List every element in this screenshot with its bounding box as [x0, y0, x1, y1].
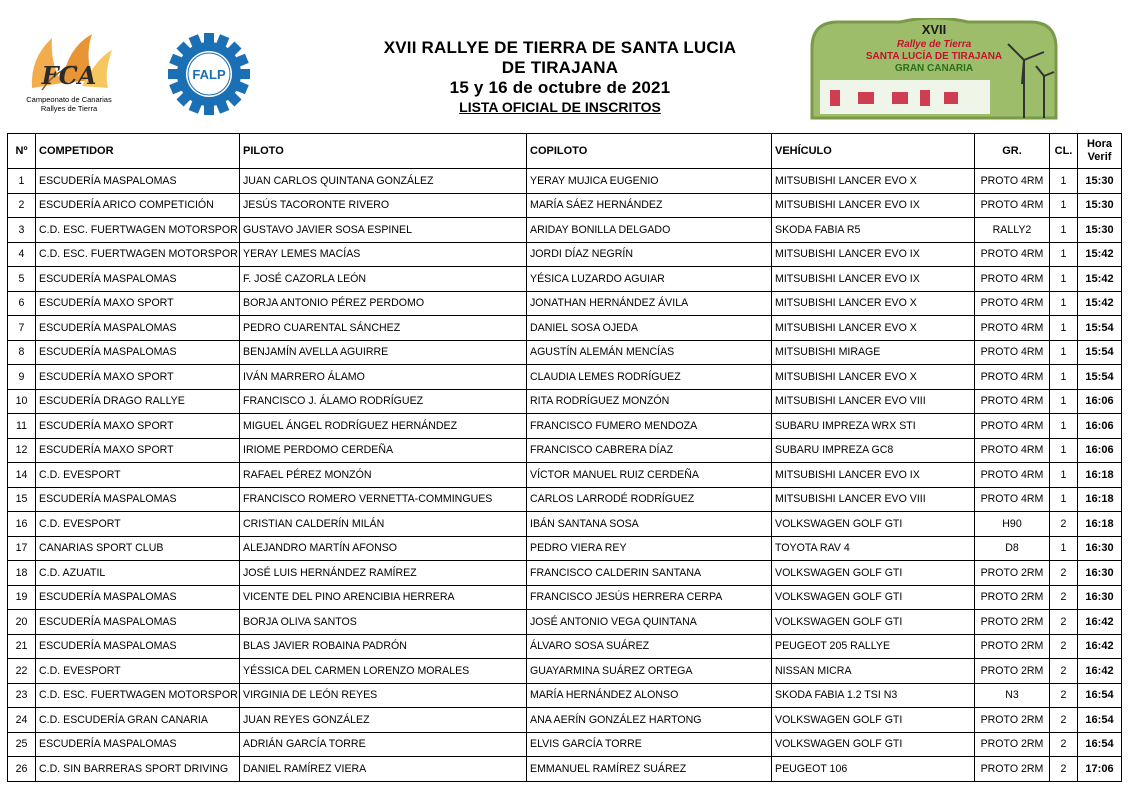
table-row — [8, 365, 1122, 390]
table-row — [8, 438, 1122, 463]
cell-hora: 15:42 — [1078, 242, 1122, 267]
cell-cl: 1 — [1050, 438, 1078, 463]
cell-hora: 16:18 — [1078, 463, 1122, 488]
cell-copiloto: VÍCTOR MANUEL RUIZ CERDEÑA — [527, 463, 772, 488]
cell-copiloto: CLAUDIA LEMES RODRÍGUEZ — [527, 365, 772, 390]
cell-piloto: CRISTIAN CALDERÍN MILÁN — [240, 512, 527, 537]
cell-cl: 1 — [1050, 414, 1078, 439]
table-row — [8, 463, 1122, 488]
cell-competidor: ESCUDERÍA MASPALOMAS — [36, 634, 240, 659]
cell-num: 14 — [8, 463, 36, 488]
document-title-block — [360, 38, 760, 117]
cell-cl: 2 — [1050, 561, 1078, 586]
cell-copiloto: DANIEL SOSA OJEDA — [527, 316, 772, 341]
table-row — [8, 659, 1122, 684]
table-row — [8, 267, 1122, 292]
cell-gr: PROTO 4RM — [975, 169, 1050, 194]
cell-copiloto: MARÍA HERNÁNDEZ ALONSO — [527, 683, 772, 708]
cell-copiloto: YERAY MUJICA EUGENIO — [527, 169, 772, 194]
cell-copiloto: GUAYARMINA SUÁREZ ORTEGA — [527, 659, 772, 684]
cell-vehiculo: VOLKSWAGEN GOLF GTI — [772, 585, 975, 610]
cell-competidor: C.D. EVESPORT — [36, 659, 240, 684]
cell-num: 3 — [8, 218, 36, 243]
list-title: LISTA OFICIAL DE INSCRITOS — [459, 99, 661, 115]
cell-vehiculo: SUBARU IMPREZA GC8 — [772, 438, 975, 463]
cell-competidor: ESCUDERÍA DRAGO RALLYE — [36, 389, 240, 414]
table-row — [8, 291, 1122, 316]
header-piloto: PILOTO — [240, 134, 527, 169]
cell-vehiculo: TOYOTA RAV 4 — [772, 536, 975, 561]
cell-hora: 16:42 — [1078, 634, 1122, 659]
cell-num: 26 — [8, 757, 36, 782]
cell-piloto: BENJAMÍN AVELLA AGUIRRE — [240, 340, 527, 365]
cell-gr: PROTO 4RM — [975, 438, 1050, 463]
cell-vehiculo: SUBARU IMPREZA WRX STI — [772, 414, 975, 439]
cell-competidor: C.D. ESC. FUERTWAGEN MOTORSPOR — [36, 683, 240, 708]
cell-hora: 16:42 — [1078, 610, 1122, 635]
cell-copiloto: JOSÉ ANTONIO VEGA QUINTANA — [527, 610, 772, 635]
cell-gr: PROTO 4RM — [975, 389, 1050, 414]
table-row — [8, 169, 1122, 194]
cell-num: 25 — [8, 732, 36, 757]
cell-vehiculo: MITSUBISHI LANCER EVO X — [772, 169, 975, 194]
cell-vehiculo: MITSUBISHI LANCER EVO IX — [772, 267, 975, 292]
cell-competidor: ESCUDERÍA MASPALOMAS — [36, 340, 240, 365]
cell-vehiculo: MITSUBISHI MIRAGE — [772, 340, 975, 365]
cell-cl: 1 — [1050, 463, 1078, 488]
table-row — [8, 708, 1122, 733]
falp-logo — [163, 33, 255, 115]
cell-piloto: JESÚS TACORONTE RIVERO — [240, 193, 527, 218]
cell-cl: 2 — [1050, 512, 1078, 537]
cell-cl: 1 — [1050, 536, 1078, 561]
cell-vehiculo: MITSUBISHI LANCER EVO IX — [772, 463, 975, 488]
cell-cl: 1 — [1050, 487, 1078, 512]
cell-cl: 2 — [1050, 732, 1078, 757]
cell-vehiculo: MITSUBISHI LANCER EVO VIII — [772, 389, 975, 414]
cell-piloto: BLAS JAVIER ROBAINA PADRÓN — [240, 634, 527, 659]
cell-vehiculo: MITSUBISHI LANCER EVO IX — [772, 242, 975, 267]
cell-vehiculo: VOLKSWAGEN GOLF GTI — [772, 610, 975, 635]
cell-cl: 2 — [1050, 683, 1078, 708]
cell-copiloto: RITA RODRÍGUEZ MONZÓN — [527, 389, 772, 414]
svg-text:Rallye de Tierra: Rallye de Tierra — [896, 39, 972, 50]
cell-competidor: ESCUDERÍA ARICO COMPETICIÓN — [36, 193, 240, 218]
cell-piloto: VICENTE DEL PINO ARENCIBIA HERRERA — [240, 585, 527, 610]
fca-logo-caption — [22, 95, 116, 113]
cell-num: 9 — [8, 365, 36, 390]
cell-competidor: ESCUDERÍA MASPALOMAS — [36, 169, 240, 194]
cell-num: 10 — [8, 389, 36, 414]
cell-vehiculo: MITSUBISHI LANCER EVO X — [772, 316, 975, 341]
cell-hora: 16:54 — [1078, 683, 1122, 708]
cell-competidor: C.D. SIN BARRERAS SPORT DRIVING — [36, 757, 240, 782]
cell-num: 20 — [8, 610, 36, 635]
cell-num: 6 — [8, 291, 36, 316]
cell-gr: PROTO 4RM — [975, 463, 1050, 488]
cell-hora: 16:30 — [1078, 585, 1122, 610]
cell-copiloto: IBÁN SANTANA SOSA — [527, 512, 772, 537]
cell-piloto: BORJA OLIVA SANTOS — [240, 610, 527, 635]
cell-piloto: FRANCISCO ROMERO VERNETTA-COMMINGUES — [240, 487, 527, 512]
cell-copiloto: FRANCISCO CALDERIN SANTANA — [527, 561, 772, 586]
cell-competidor: ESCUDERÍA MAXO SPORT — [36, 365, 240, 390]
falp-gear-icon — [163, 33, 255, 115]
cell-piloto: VIRGINIA DE LEÓN REYES — [240, 683, 527, 708]
cell-hora: 16:18 — [1078, 487, 1122, 512]
title-line1: XVII RALLYE DE TIERRA DE SANTA LUCIA — [383, 38, 737, 57]
cell-gr: PROTO 2RM — [975, 561, 1050, 586]
table-row — [8, 561, 1122, 586]
cell-piloto: IVÁN MARRERO ÁLAMO — [240, 365, 527, 390]
cell-competidor: ESCUDERÍA MAXO SPORT — [36, 414, 240, 439]
header-hora-line1: Hora — [1086, 138, 1113, 150]
fca-logo — [22, 28, 116, 116]
cell-vehiculo: VOLKSWAGEN GOLF GTI — [772, 708, 975, 733]
cell-competidor: ESCUDERÍA MASPALOMAS — [36, 267, 240, 292]
cell-copiloto: ELVIS GARCÍA TORRE — [527, 732, 772, 757]
cell-competidor: ESCUDERÍA MASPALOMAS — [36, 732, 240, 757]
cell-cl: 1 — [1050, 242, 1078, 267]
header-num: Nº — [8, 134, 36, 169]
table-row — [8, 242, 1122, 267]
cell-cl: 2 — [1050, 585, 1078, 610]
table-row — [8, 536, 1122, 561]
cell-gr: PROTO 2RM — [975, 585, 1050, 610]
cell-num: 23 — [8, 683, 36, 708]
cell-vehiculo: NISSAN MICRA — [772, 659, 975, 684]
table-row — [8, 585, 1122, 610]
cell-cl: 2 — [1050, 708, 1078, 733]
entries-table — [7, 133, 1122, 782]
header-hora — [1078, 134, 1122, 169]
cell-vehiculo: MITSUBISHI LANCER EVO IX — [772, 193, 975, 218]
cell-gr: PROTO 2RM — [975, 659, 1050, 684]
svg-text:FALP: FALP — [192, 67, 226, 82]
cell-vehiculo: PEUGEOT 106 — [772, 757, 975, 782]
table-row — [8, 610, 1122, 635]
header-gr: GR. — [975, 134, 1050, 169]
cell-hora: 16:06 — [1078, 389, 1122, 414]
cell-piloto: YÉSSICA DEL CARMEN LORENZO MORALES — [240, 659, 527, 684]
cell-copiloto: CARLOS LARRODÉ RODRÍGUEZ — [527, 487, 772, 512]
table-row — [8, 683, 1122, 708]
cell-gr: H90 — [975, 512, 1050, 537]
rally-badge-icon — [808, 18, 1060, 122]
entries-body — [8, 169, 1122, 782]
svg-text:SANTA LUCÍA DE TIRAJANA: SANTA LUCÍA DE TIRAJANA — [865, 51, 1003, 62]
cell-gr: PROTO 2RM — [975, 732, 1050, 757]
svg-text:XVII: XVII — [921, 22, 947, 37]
table-row — [8, 487, 1122, 512]
cell-piloto: JUAN REYES GONZÁLEZ — [240, 708, 527, 733]
cell-vehiculo: VOLKSWAGEN GOLF GTI — [772, 732, 975, 757]
cell-cl: 2 — [1050, 634, 1078, 659]
cell-competidor: ESCUDERÍA MAXO SPORT — [36, 291, 240, 316]
cell-gr: PROTO 4RM — [975, 316, 1050, 341]
cell-hora: 16:30 — [1078, 536, 1122, 561]
cell-cl: 2 — [1050, 610, 1078, 635]
cell-num: 22 — [8, 659, 36, 684]
cell-cl: 1 — [1050, 365, 1078, 390]
rally-badge-logo — [808, 18, 1060, 122]
cell-piloto: BORJA ANTONIO PÉREZ PERDOMO — [240, 291, 527, 316]
cell-competidor: C.D. ESCUDERÍA GRAN CANARIA — [36, 708, 240, 733]
cell-copiloto: FRANCISCO JESÚS HERRERA CERPA — [527, 585, 772, 610]
cell-hora: 16:06 — [1078, 438, 1122, 463]
cell-hora: 16:54 — [1078, 732, 1122, 757]
cell-hora: 16:18 — [1078, 512, 1122, 537]
cell-cl: 2 — [1050, 659, 1078, 684]
cell-piloto: ALEJANDRO MARTÍN AFONSO — [240, 536, 527, 561]
cell-hora: 16:42 — [1078, 659, 1122, 684]
cell-vehiculo: SKODA FABIA 1.2 TSI N3 — [772, 683, 975, 708]
cell-vehiculo: MITSUBISHI LANCER EVO X — [772, 365, 975, 390]
cell-gr: PROTO 4RM — [975, 242, 1050, 267]
cell-piloto: IRIOME PERDOMO CERDEÑA — [240, 438, 527, 463]
cell-cl: 2 — [1050, 757, 1078, 782]
cell-gr: PROTO 4RM — [975, 267, 1050, 292]
table-row — [8, 389, 1122, 414]
cell-copiloto: FRANCISCO CABRERA DÍAZ — [527, 438, 772, 463]
cell-cl: 1 — [1050, 291, 1078, 316]
table-row — [8, 316, 1122, 341]
cell-piloto: ADRIÁN GARCÍA TORRE — [240, 732, 527, 757]
cell-hora: 16:30 — [1078, 561, 1122, 586]
cell-cl: 1 — [1050, 340, 1078, 365]
cell-gr: PROTO 2RM — [975, 610, 1050, 635]
cell-num: 12 — [8, 438, 36, 463]
table-row — [8, 634, 1122, 659]
event-dates: 15 y 16 de octubre de 2021 — [449, 78, 671, 97]
header-vehiculo: VEHÍCULO — [772, 134, 975, 169]
cell-vehiculo: MITSUBISHI LANCER EVO X — [772, 291, 975, 316]
cell-num: 24 — [8, 708, 36, 733]
cell-cl: 1 — [1050, 218, 1078, 243]
cell-hora: 15:30 — [1078, 169, 1122, 194]
cell-gr: PROTO 2RM — [975, 708, 1050, 733]
cell-gr: PROTO 4RM — [975, 340, 1050, 365]
cell-gr: PROTO 2RM — [975, 757, 1050, 782]
cell-copiloto: ANA AERÍN GONZÁLEZ HARTONG — [527, 708, 772, 733]
svg-text:FCA: FCA — [41, 61, 97, 90]
document-header — [0, 0, 1130, 133]
cell-gr: PROTO 4RM — [975, 487, 1050, 512]
svg-text:GRAN CANARIA: GRAN CANARIA — [894, 63, 974, 74]
cell-gr: D8 — [975, 536, 1050, 561]
cell-num: 2 — [8, 193, 36, 218]
cell-cl: 1 — [1050, 267, 1078, 292]
cell-competidor: C.D. EVESPORT — [36, 463, 240, 488]
cell-competidor: ESCUDERÍA MASPALOMAS — [36, 316, 240, 341]
cell-num: 5 — [8, 267, 36, 292]
cell-num: 18 — [8, 561, 36, 586]
cell-hora: 15:54 — [1078, 340, 1122, 365]
cell-competidor: ESCUDERÍA MASPALOMAS — [36, 487, 240, 512]
cell-num: 15 — [8, 487, 36, 512]
cell-hora: 16:54 — [1078, 708, 1122, 733]
cell-vehiculo: MITSUBISHI LANCER EVO VIII — [772, 487, 975, 512]
table-row — [8, 512, 1122, 537]
cell-num: 17 — [8, 536, 36, 561]
cell-copiloto: JONATHAN HERNÁNDEZ ÁVILA — [527, 291, 772, 316]
cell-gr: PROTO 2RM — [975, 634, 1050, 659]
cell-copiloto: MARÍA SÁEZ HERNÁNDEZ — [527, 193, 772, 218]
table-row — [8, 193, 1122, 218]
cell-piloto: F. JOSÉ CAZORLA LEÓN — [240, 267, 527, 292]
title-line2: DE TIRAJANA — [501, 58, 619, 77]
cell-competidor: C.D. AZUATIL — [36, 561, 240, 586]
table-row — [8, 757, 1122, 782]
cell-vehiculo: VOLKSWAGEN GOLF GTI — [772, 561, 975, 586]
cell-vehiculo: PEUGEOT 205 RALLYE — [772, 634, 975, 659]
cell-hora: 15:54 — [1078, 316, 1122, 341]
cell-num: 4 — [8, 242, 36, 267]
table-row — [8, 218, 1122, 243]
cell-cl: 1 — [1050, 193, 1078, 218]
cell-piloto: YERAY LEMES MACÍAS — [240, 242, 527, 267]
cell-gr: RALLY2 — [975, 218, 1050, 243]
table-row — [8, 340, 1122, 365]
cell-num: 16 — [8, 512, 36, 537]
cell-gr: N3 — [975, 683, 1050, 708]
header-competidor: COMPETIDOR — [36, 134, 240, 169]
cell-num: 1 — [8, 169, 36, 194]
cell-gr: PROTO 4RM — [975, 414, 1050, 439]
cell-competidor: ESCUDERÍA MASPALOMAS — [36, 585, 240, 610]
cell-competidor: C.D. ESC. FUERTWAGEN MOTORSPOR — [36, 242, 240, 267]
cell-vehiculo: SKODA FABIA R5 — [772, 218, 975, 243]
cell-hora: 17:06 — [1078, 757, 1122, 782]
cell-cl: 1 — [1050, 316, 1078, 341]
cell-num: 8 — [8, 340, 36, 365]
cell-gr: PROTO 4RM — [975, 291, 1050, 316]
cell-copiloto: YÉSICA LUZARDO AGUIAR — [527, 267, 772, 292]
header-copiloto: COPILOTO — [527, 134, 772, 169]
table-row — [8, 414, 1122, 439]
cell-num: 19 — [8, 585, 36, 610]
cell-hora: 16:06 — [1078, 414, 1122, 439]
table-header-row — [8, 134, 1122, 169]
cell-copiloto: FRANCISCO FUMERO MENDOZA — [527, 414, 772, 439]
cell-piloto: MIGUEL ÁNGEL RODRÍGUEZ HERNÁNDEZ — [240, 414, 527, 439]
fca-caption-line1: Campeonato de Canarias — [26, 95, 112, 104]
fca-leaf-icon — [22, 28, 116, 94]
cell-gr: PROTO 4RM — [975, 193, 1050, 218]
fca-caption-line2: Rallyes de Tierra — [40, 104, 98, 113]
cell-gr: PROTO 4RM — [975, 365, 1050, 390]
cell-hora: 15:42 — [1078, 267, 1122, 292]
cell-competidor: ESCUDERÍA MAXO SPORT — [36, 438, 240, 463]
cell-hora: 15:30 — [1078, 193, 1122, 218]
cell-piloto: FRANCISCO J. ÁLAMO RODRÍGUEZ — [240, 389, 527, 414]
cell-copiloto: ARIDAY BONILLA DELGADO — [527, 218, 772, 243]
cell-copiloto: AGUSTÍN ALEMÁN MENCÍAS — [527, 340, 772, 365]
cell-num: 7 — [8, 316, 36, 341]
cell-competidor: ESCUDERÍA MASPALOMAS — [36, 610, 240, 635]
table-row — [8, 732, 1122, 757]
cell-piloto: JOSÉ LUIS HERNÁNDEZ RAMÍREZ — [240, 561, 527, 586]
cell-num: 11 — [8, 414, 36, 439]
cell-vehiculo: VOLKSWAGEN GOLF GTI — [772, 512, 975, 537]
cell-copiloto: JORDI DÍAZ NEGRÍN — [527, 242, 772, 267]
cell-piloto: GUSTAVO JAVIER SOSA ESPINEL — [240, 218, 527, 243]
cell-piloto: JUAN CARLOS QUINTANA GONZÁLEZ — [240, 169, 527, 194]
cell-cl: 1 — [1050, 389, 1078, 414]
header-hora-line2: Verif — [1087, 151, 1112, 163]
header-cl: CL. — [1050, 134, 1078, 169]
cell-piloto: PEDRO CUARENTAL SÁNCHEZ — [240, 316, 527, 341]
cell-competidor: C.D. ESC. FUERTWAGEN MOTORSPOR — [36, 218, 240, 243]
cell-piloto: RAFAEL PÉREZ MONZÓN — [240, 463, 527, 488]
cell-copiloto: PEDRO VIERA REY — [527, 536, 772, 561]
cell-piloto: DANIEL RAMÍREZ VIERA — [240, 757, 527, 782]
cell-hora: 15:30 — [1078, 218, 1122, 243]
cell-cl: 1 — [1050, 169, 1078, 194]
cell-copiloto: EMMANUEL RAMÍREZ SUÁREZ — [527, 757, 772, 782]
cell-competidor: C.D. EVESPORT — [36, 512, 240, 537]
cell-hora: 15:42 — [1078, 291, 1122, 316]
cell-hora: 15:54 — [1078, 365, 1122, 390]
cell-copiloto: ÁLVARO SOSA SUÁREZ — [527, 634, 772, 659]
cell-num: 21 — [8, 634, 36, 659]
cell-competidor: CANARIAS SPORT CLUB — [36, 536, 240, 561]
